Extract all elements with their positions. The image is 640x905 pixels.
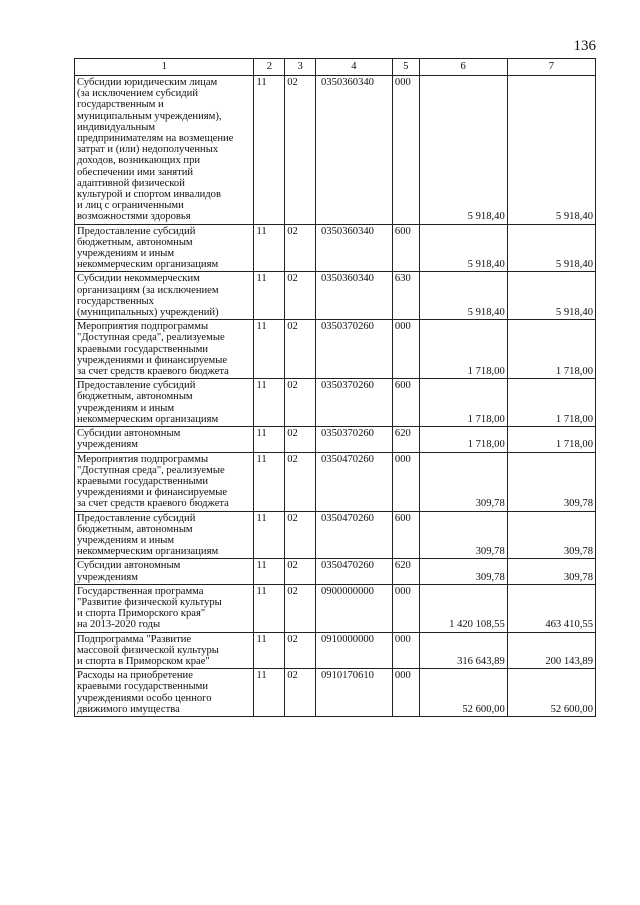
expense-type-code: 600	[392, 379, 419, 427]
table-row	[75, 379, 596, 427]
item-name: Субсидии некоммерческим организациям (за исключением государственных (муниципальных) учреждений)	[75, 272, 254, 320]
section-code: 11	[254, 224, 285, 272]
amount-col-7: 309,78	[507, 452, 595, 511]
target-article-code: 0910000000	[316, 632, 393, 669]
header-col-1: 1	[75, 59, 254, 76]
amount-col-6: 309,78	[419, 511, 507, 559]
expense-type-code: 630	[392, 272, 419, 320]
item-name: Расходы на приобретение краевыми государственными учреждениями особо ценного движимого имущества	[75, 669, 254, 717]
subsection-code: 02	[285, 427, 316, 452]
subsection-code: 02	[285, 379, 316, 427]
subsection-code: 02	[285, 320, 316, 379]
subsection-code: 02	[285, 224, 316, 272]
section-code: 11	[254, 584, 285, 632]
item-name: Государственная программа "Развитие физической культуры и спорта Приморского края" на 2013-2020 годы	[75, 584, 254, 632]
table-row	[75, 272, 596, 320]
header-col-6: 6	[419, 59, 507, 76]
item-name: Предоставление субсидий бюджетным, автономным учреждениям и иным некоммерческим организациям	[75, 224, 254, 272]
expense-type-code: 000	[392, 76, 419, 225]
header-col-5: 5	[392, 59, 419, 76]
expense-type-code: 620	[392, 427, 419, 452]
amount-col-7: 1 718,00	[507, 320, 595, 379]
item-name: Мероприятия подпрограммы "Доступная среда", реализуемые краевыми государственными учреждениями и финансируемые за счет средств краевого бюджета	[75, 452, 254, 511]
section-code: 11	[254, 76, 285, 225]
subsection-code: 02	[285, 669, 316, 717]
subsection-code: 02	[285, 272, 316, 320]
header-col-2: 2	[254, 59, 285, 76]
expense-type-code: 000	[392, 669, 419, 717]
section-code: 11	[254, 511, 285, 559]
header-row	[75, 59, 596, 76]
table-row	[75, 320, 596, 379]
amount-col-6: 52 600,00	[419, 669, 507, 717]
section-code: 11	[254, 320, 285, 379]
amount-col-6: 309,78	[419, 452, 507, 511]
table-row	[75, 76, 596, 225]
expense-type-code: 000	[392, 584, 419, 632]
table-row	[75, 511, 596, 559]
item-name: Субсидии юридическим лицам (за исключением субсидий государственным и муниципальным учреждениям), индивидуальным предпринимателям на возмещение затрат и (или) недополученных доходов, возникающих при обеспечении ими занятий адаптивной физической культурой и спортом инвалидов и лиц с ограниченными возможностями здоровья	[75, 76, 254, 225]
amount-col-7: 1 718,00	[507, 379, 595, 427]
target-article-code: 0900000000	[316, 584, 393, 632]
amount-col-7: 309,78	[507, 511, 595, 559]
amount-col-7: 463 410,55	[507, 584, 595, 632]
amount-col-7: 200 143,89	[507, 632, 595, 669]
amount-col-6: 309,78	[419, 559, 507, 584]
section-code: 11	[254, 272, 285, 320]
amount-col-6: 1 718,00	[419, 320, 507, 379]
subsection-code: 02	[285, 76, 316, 225]
expense-type-code: 600	[392, 224, 419, 272]
item-name: Подпрограмма "Развитие массовой физической культуры и спорта в Приморском крае"	[75, 632, 254, 669]
target-article-code: 0350370260	[316, 427, 393, 452]
amount-col-6: 5 918,40	[419, 224, 507, 272]
amount-col-6: 1 718,00	[419, 427, 507, 452]
table-row	[75, 224, 596, 272]
section-code: 11	[254, 559, 285, 584]
budget-table	[74, 58, 596, 717]
target-article-code: 0350470260	[316, 511, 393, 559]
target-article-code: 0350470260	[316, 559, 393, 584]
section-code: 11	[254, 632, 285, 669]
target-article-code: 0350360340	[316, 224, 393, 272]
section-code: 11	[254, 669, 285, 717]
subsection-code: 02	[285, 632, 316, 669]
section-code: 11	[254, 379, 285, 427]
item-name: Субсидии автономным учреждениям	[75, 559, 254, 584]
item-name: Предоставление субсидий бюджетным, автономным учреждениям и иным некоммерческим организациям	[75, 379, 254, 427]
target-article-code: 0350470260	[316, 452, 393, 511]
amount-col-7: 5 918,40	[507, 224, 595, 272]
table-row	[75, 632, 596, 669]
header-col-7: 7	[507, 59, 595, 76]
subsection-code: 02	[285, 452, 316, 511]
amount-col-7: 5 918,40	[507, 76, 595, 225]
subsection-code: 02	[285, 584, 316, 632]
amount-col-7: 52 600,00	[507, 669, 595, 717]
expense-type-code: 000	[392, 320, 419, 379]
amount-col-7: 1 718,00	[507, 427, 595, 452]
amount-col-6: 1 420 108,55	[419, 584, 507, 632]
section-code: 11	[254, 452, 285, 511]
expense-type-code: 620	[392, 559, 419, 584]
target-article-code: 0350370260	[316, 320, 393, 379]
table-body	[75, 76, 596, 717]
amount-col-6: 1 718,00	[419, 379, 507, 427]
amount-col-6: 5 918,40	[419, 76, 507, 225]
expense-type-code: 000	[392, 632, 419, 669]
table-row	[75, 584, 596, 632]
table-row	[75, 559, 596, 584]
table-header	[75, 59, 596, 76]
table-row	[75, 452, 596, 511]
amount-col-7: 5 918,40	[507, 272, 595, 320]
expense-type-code: 000	[392, 452, 419, 511]
target-article-code: 0350370260	[316, 379, 393, 427]
subsection-code: 02	[285, 511, 316, 559]
item-name: Предоставление субсидий бюджетным, автономным учреждениям и иным некоммерческим организациям	[75, 511, 254, 559]
amount-col-6: 316 643,89	[419, 632, 507, 669]
target-article-code: 0350360340	[316, 272, 393, 320]
page-number: 136	[573, 38, 596, 54]
target-article-code: 0910170610	[316, 669, 393, 717]
expense-type-code: 600	[392, 511, 419, 559]
item-name: Субсидии автономным учреждениям	[75, 427, 254, 452]
target-article-code: 0350360340	[316, 76, 393, 225]
header-col-3: 3	[285, 59, 316, 76]
section-code: 11	[254, 427, 285, 452]
header-col-4: 4	[316, 59, 393, 76]
amount-col-6: 5 918,40	[419, 272, 507, 320]
amount-col-7: 309,78	[507, 559, 595, 584]
table-row	[75, 427, 596, 452]
subsection-code: 02	[285, 559, 316, 584]
table-row	[75, 669, 596, 717]
item-name: Мероприятия подпрограммы "Доступная среда", реализуемые краевыми государственными учреждениями и финансируемые за счет средств краевого бюджета	[75, 320, 254, 379]
